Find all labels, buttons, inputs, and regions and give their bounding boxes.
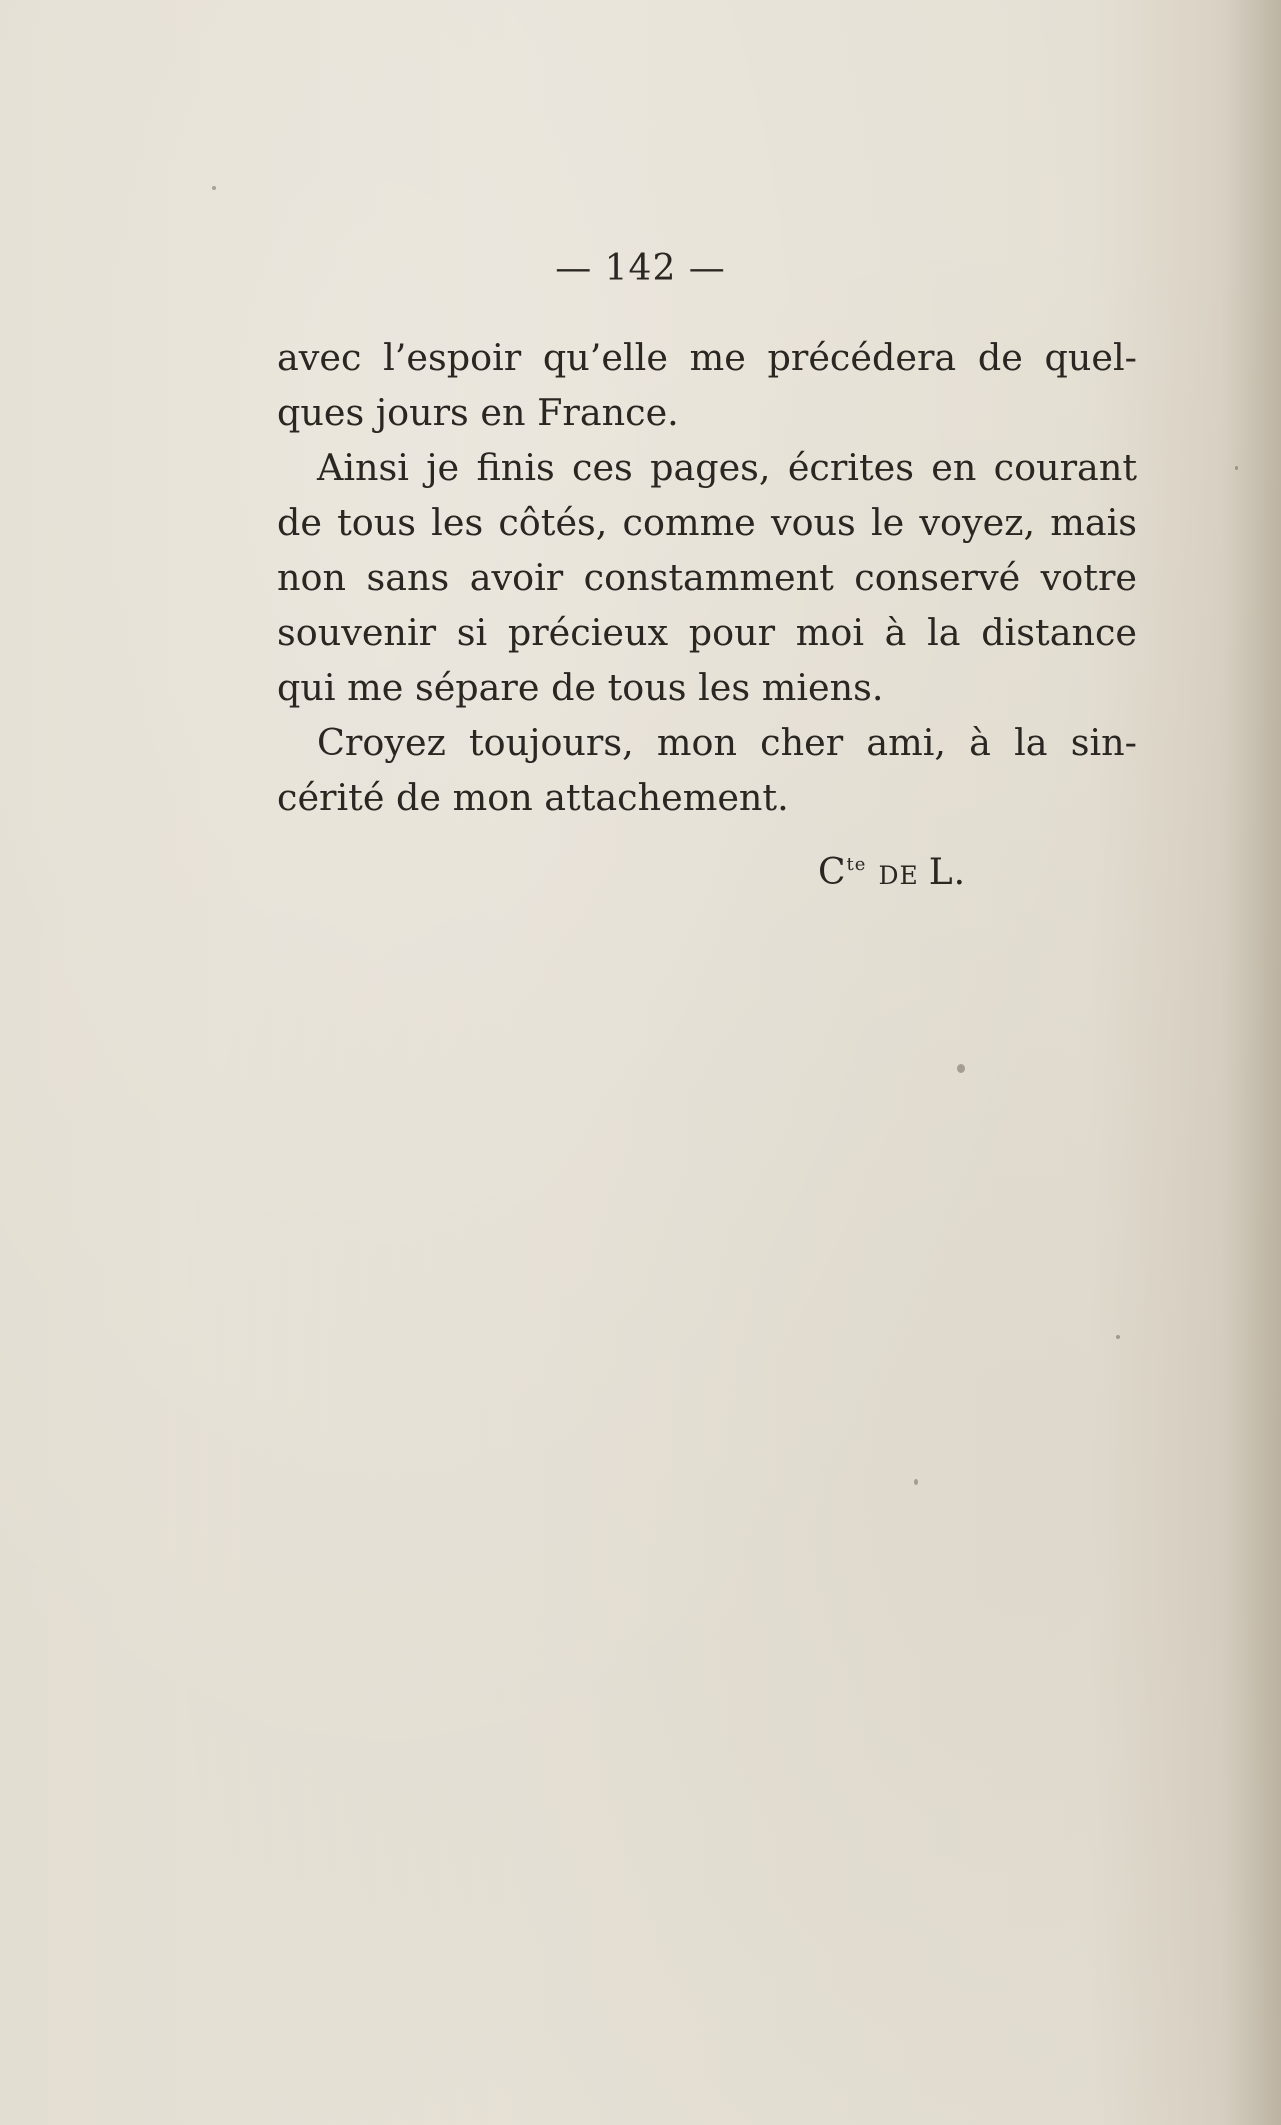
paper-speck xyxy=(212,186,216,190)
text-line: Croyez toujours, mon cher ami, à la sin- xyxy=(317,721,1137,764)
paper-speck xyxy=(914,1479,918,1485)
text-line: souvenir si précieux pour moi à la distance xyxy=(277,611,1137,654)
signature-initial: C xyxy=(818,852,847,893)
signature xyxy=(818,852,966,893)
text-line: qui me sépare de tous les miens. xyxy=(277,666,884,709)
text-line: non sans avoir constamment conservé votre xyxy=(277,556,1137,599)
signature-superscript: te xyxy=(846,854,867,875)
paper-speck xyxy=(1116,1335,1120,1339)
body-text xyxy=(277,330,1137,825)
page-number: — 142 — xyxy=(555,248,726,289)
text-line: Ainsi je finis ces pages, écrites en courant xyxy=(317,446,1137,489)
text-line: cérité de mon attachement. xyxy=(277,776,789,819)
signature-letter: L. xyxy=(928,852,967,893)
signature-particle: DE xyxy=(878,861,919,890)
page-edge-shadow xyxy=(1221,0,1281,2125)
paper-speck xyxy=(1235,466,1238,470)
text-line: avec l’espoir qu’elle me précédera de quel- xyxy=(277,336,1137,379)
paper-speck xyxy=(957,1064,965,1073)
text-line: ques jours en France. xyxy=(277,391,679,434)
text-line: de tous les côtés, comme vous le voyez, mais xyxy=(277,501,1137,544)
